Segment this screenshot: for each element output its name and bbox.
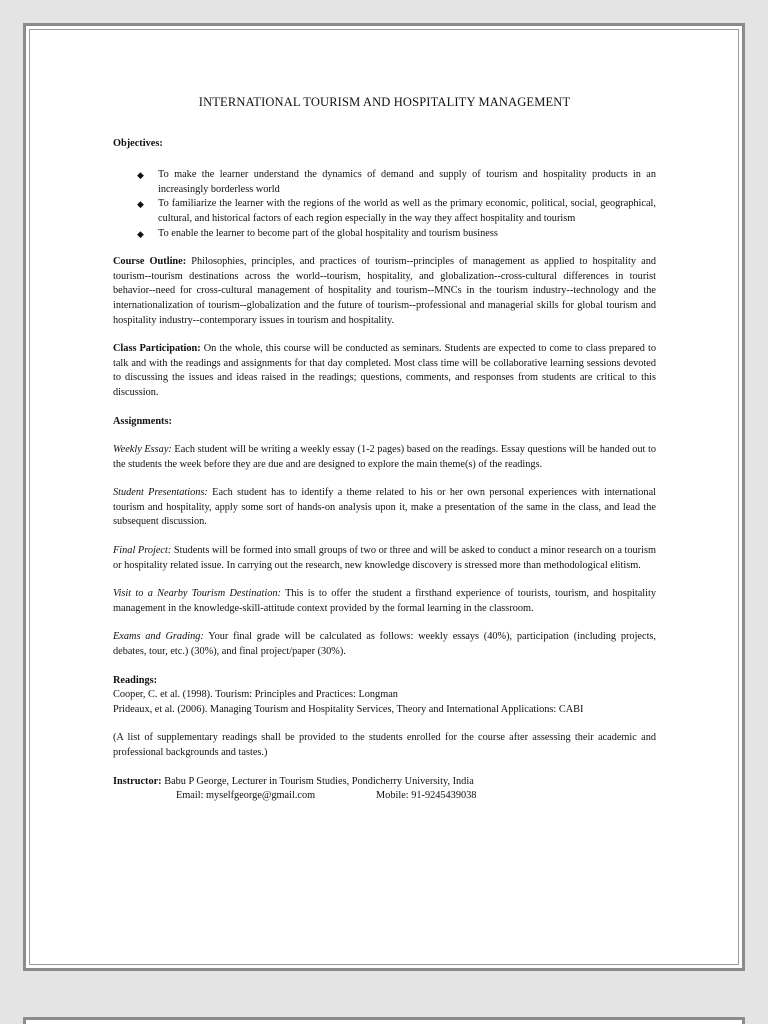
page-title: INTERNATIONAL TOURISM AND HOSPITALITY MANAGEMENT <box>198 95 571 109</box>
objectives-heading: Objectives: <box>113 137 163 149</box>
instructor-label: Instructor: <box>113 775 162 787</box>
objectives-list <box>113 168 656 241</box>
email-label: Email: <box>176 790 207 802</box>
class-participation-label: Class Participation: <box>113 343 201 355</box>
diamond-bullet-icon: ◆ <box>137 228 144 239</box>
diamond-bullet-icon: ◆ <box>137 199 144 210</box>
class-participation <box>113 342 656 400</box>
readings-note: (A list of supplementary readings shall be provided to the students enrolled for the course after assessing their academic and professional backgrounds and tastes.) <box>113 732 656 758</box>
list-item: ◆ To familiarize the learner with the regions of the world as well as the primary economic, political, social, geographical, cultural, and historical factors of each region especially in the way they affect hospitality and tourism <box>137 198 656 224</box>
list-item: ◆ To make the learner understand the dynamics of demand and supply of tourism and hospitality products in an increasingly borderless world <box>137 169 656 195</box>
instructor-line <box>113 775 656 790</box>
readings-heading: Readings: <box>113 674 158 686</box>
next-page-edge <box>23 1017 745 1024</box>
course-outline-text: Philosophies, principles, and practices of tourism--principles of management as applied to hospitality and tourism--tourism destinations across the world--tourism, hospitality, and globalization--cross-cultural differences in tourist behavior--need for cross-cultural management of hospitality and tourism--MNCs in the tourism industry--technology and the internationalization of tourism--globalization and the future of tourism--professional and managerial skills for global tourism and hospitality industry--contemporary issues in tourism and hospitality. <box>113 256 656 326</box>
assignments-heading: Assignments: <box>113 415 172 427</box>
assignment-exams-grading: Exams and Grading: Your final grade will be calculated as follows: weekly essays (40%), participation (including projects, debates, tour, etc.) (30%), and final project/paper (30%). <box>113 631 657 658</box>
assignment-weekly-essay: Weekly Essay: Each student will be writing a weekly essay (1-2 pages) based on the readings. Essay questions will be handed out to the students the week before they are due and are designed to explore the main theme(s) of the readings. <box>113 444 656 470</box>
document-content <box>113 95 656 804</box>
assignment-visit: Visit to a Nearby Tourism Destination: This is to offer the student a firsthand experience of tourists, tourism, and hospitality management in the knowledge-skill-attitude context provided by the formal learning in the classroom. <box>113 588 657 614</box>
instructor-contact <box>113 789 656 804</box>
course-outline-label: Course Outline: <box>113 256 187 268</box>
email-value: myselfgeorge@gmail.com <box>206 790 316 802</box>
reading-item: Prideaux, et al. (2006). Managing Tourism and Hospitality Services, Theory and International Applications: CABI <box>113 703 584 715</box>
list-item: ◆ To enable the learner to become part of the global hospitality and tourism business <box>113 227 656 242</box>
diamond-bullet-icon: ◆ <box>137 170 144 181</box>
course-outline <box>113 255 656 328</box>
class-participation-text: On the whole, this course will be conducted as seminars. Students are expected to come to class prepared to talk and with the readings and assignments for that day completed. Most class time will be collaborative learning sessions devoted to discussing the issues and ideas raised in the readings; questions, comments, and responses from students are critical to this discussion. <box>113 343 656 398</box>
mobile-value: 91-9245439038 <box>411 790 477 802</box>
instructor-name: Babu P George, Lecturer in Tourism Studies, Pondicherry University, India <box>161 775 474 787</box>
assignment-final-project: Final Project: Students will be formed into small groups of two or three and will be asked to conduct a minor research on a tourism or hospitality related issue. In carrying out the research, new knowledge discovery is stressed more than methodological elitism. <box>113 545 656 571</box>
mobile-label: Mobile: <box>376 790 412 802</box>
reading-item: Cooper, C. et al. (1998). Tourism: Principles and Practices: Longman <box>113 689 398 701</box>
document-page <box>23 23 745 971</box>
assignment-student-presentations: Student Presentations: Each student has to identify a theme related to his or her own personal experiences with international tourism and hospitality, apply some sort of hands-on analysis upon it, make a presentation of the same in the class, and lead the subsequent discussion. <box>113 487 656 528</box>
